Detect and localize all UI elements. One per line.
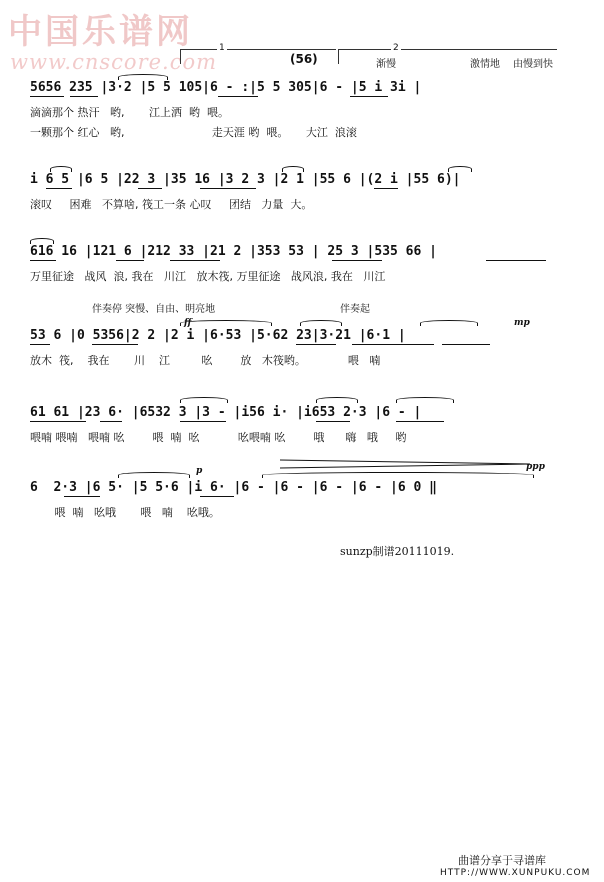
slur bbox=[180, 397, 228, 403]
lyrics-line-1b: 一颗那个 红心 哟, 走天涯 哟 喂。 大江 浪滚 bbox=[30, 126, 357, 139]
beam bbox=[332, 260, 382, 261]
slur bbox=[420, 320, 478, 326]
lyrics-line-1a: 滴滴那个 热汗 哟, 江上洒 哟 喂。 bbox=[30, 106, 229, 119]
beam bbox=[352, 344, 434, 345]
beam bbox=[138, 188, 162, 189]
lyrics-line-2: 滚叹 困难 不算啥, 筏工一条 心叹 团结 力量 大。 bbox=[30, 198, 313, 211]
notation-line-3: 616 16 |121 6 |212 33 |21 2 |353 53 | 25 3 |535 66 | bbox=[30, 244, 437, 259]
slur bbox=[30, 238, 54, 244]
notation-line-5: 61 61 |23 6· |6532 3 |3 - |i56 i· |i653 2·3 |6 - | bbox=[30, 405, 422, 420]
beam bbox=[64, 496, 100, 497]
beam bbox=[316, 421, 350, 422]
beam bbox=[30, 260, 56, 261]
first-ending-choice: (56) bbox=[290, 52, 318, 66]
beam bbox=[200, 188, 256, 189]
volta-second-number: 2 bbox=[393, 43, 399, 53]
arranger-credit: sunzp制谱20111019. bbox=[340, 545, 455, 558]
footer-share-text: 曲谱分享于寻谱库 bbox=[458, 854, 546, 867]
volta-first-number: 1 bbox=[219, 43, 225, 53]
beam bbox=[30, 421, 86, 422]
slur bbox=[448, 166, 472, 172]
watermark-logo: 中国乐谱网 bbox=[8, 12, 193, 52]
beam bbox=[46, 188, 72, 189]
beam bbox=[442, 344, 490, 345]
beam bbox=[70, 96, 98, 97]
slur bbox=[118, 74, 168, 80]
direction-jianman: 渐慢 bbox=[376, 59, 396, 70]
direction-jiqing: 激情地 bbox=[470, 59, 500, 70]
beam bbox=[100, 421, 122, 422]
beam bbox=[350, 96, 388, 97]
footer-url: HTTP://WWW.XUNPUKU.COM bbox=[440, 868, 591, 878]
slur bbox=[300, 320, 342, 326]
dynamic-ff: ff bbox=[184, 318, 192, 328]
beam bbox=[200, 496, 234, 497]
beam bbox=[296, 344, 336, 345]
notation-line-2: i 6 5 |6 5 |22 3 |35 16 |3 2 3 |2 1 |55 6 |(2 i |55 6)| bbox=[30, 172, 461, 187]
beam bbox=[30, 344, 50, 345]
lyrics-line-6: 喂 喃 吆哦 喂 喃 吆哦。 bbox=[30, 506, 220, 519]
beam bbox=[396, 421, 444, 422]
slur bbox=[262, 472, 534, 478]
direction-banzouqi: 伴奏起 bbox=[340, 304, 370, 315]
slur bbox=[180, 320, 272, 326]
beam bbox=[180, 421, 226, 422]
dynamic-ppp: ppp bbox=[526, 462, 545, 472]
slur bbox=[396, 397, 454, 403]
slur bbox=[50, 166, 72, 172]
dynamic-p: p bbox=[196, 466, 203, 476]
lyrics-line-4: 放木 筏, 我在 川 江 吆 放 木筏哟。 喂 喃 bbox=[30, 354, 381, 367]
notation-line-6: 6 2·3 |6 5· |5 5·6 |i 6· |6 - |6 - |6 - |6 - |6 0 ‖ bbox=[30, 480, 437, 495]
beam bbox=[116, 260, 144, 261]
slur bbox=[118, 472, 190, 478]
beam bbox=[170, 260, 220, 261]
beam bbox=[374, 188, 398, 189]
lyrics-line-3: 万里征途 战风 浪, 我在 川江 放木筏, 万里征途 战风浪, 我在 川江 bbox=[30, 270, 386, 283]
beam bbox=[92, 344, 138, 345]
decrescendo-hairpin bbox=[280, 459, 530, 469]
dynamic-mp: mp bbox=[514, 318, 530, 328]
lyrics-line-5: 喂喃 喂喃 喂喃 吆 喂 喃 吆 吆喂喃 吆 哦 嗨 哦 哟 bbox=[30, 431, 407, 444]
slur bbox=[282, 166, 304, 172]
direction-banzou: 伴奏停 突慢、自由、明亮地 bbox=[92, 304, 216, 315]
beam bbox=[486, 260, 546, 261]
watermark-url: www.cnscore.com bbox=[10, 50, 218, 74]
beam bbox=[218, 96, 258, 97]
notation-line-1: 5656 235 |3·2 |5 5 105|6 - :|5 5 305|6 - |5 i 3i | bbox=[30, 80, 422, 95]
beam bbox=[30, 96, 64, 97]
notation-line-4: 53 6 |0 5356|2 2 |2 i |6·53 |5·62 23|3·21 |6·1 | bbox=[30, 328, 406, 343]
slur bbox=[316, 397, 358, 403]
direction-youman: 由慢到快 bbox=[513, 59, 553, 70]
